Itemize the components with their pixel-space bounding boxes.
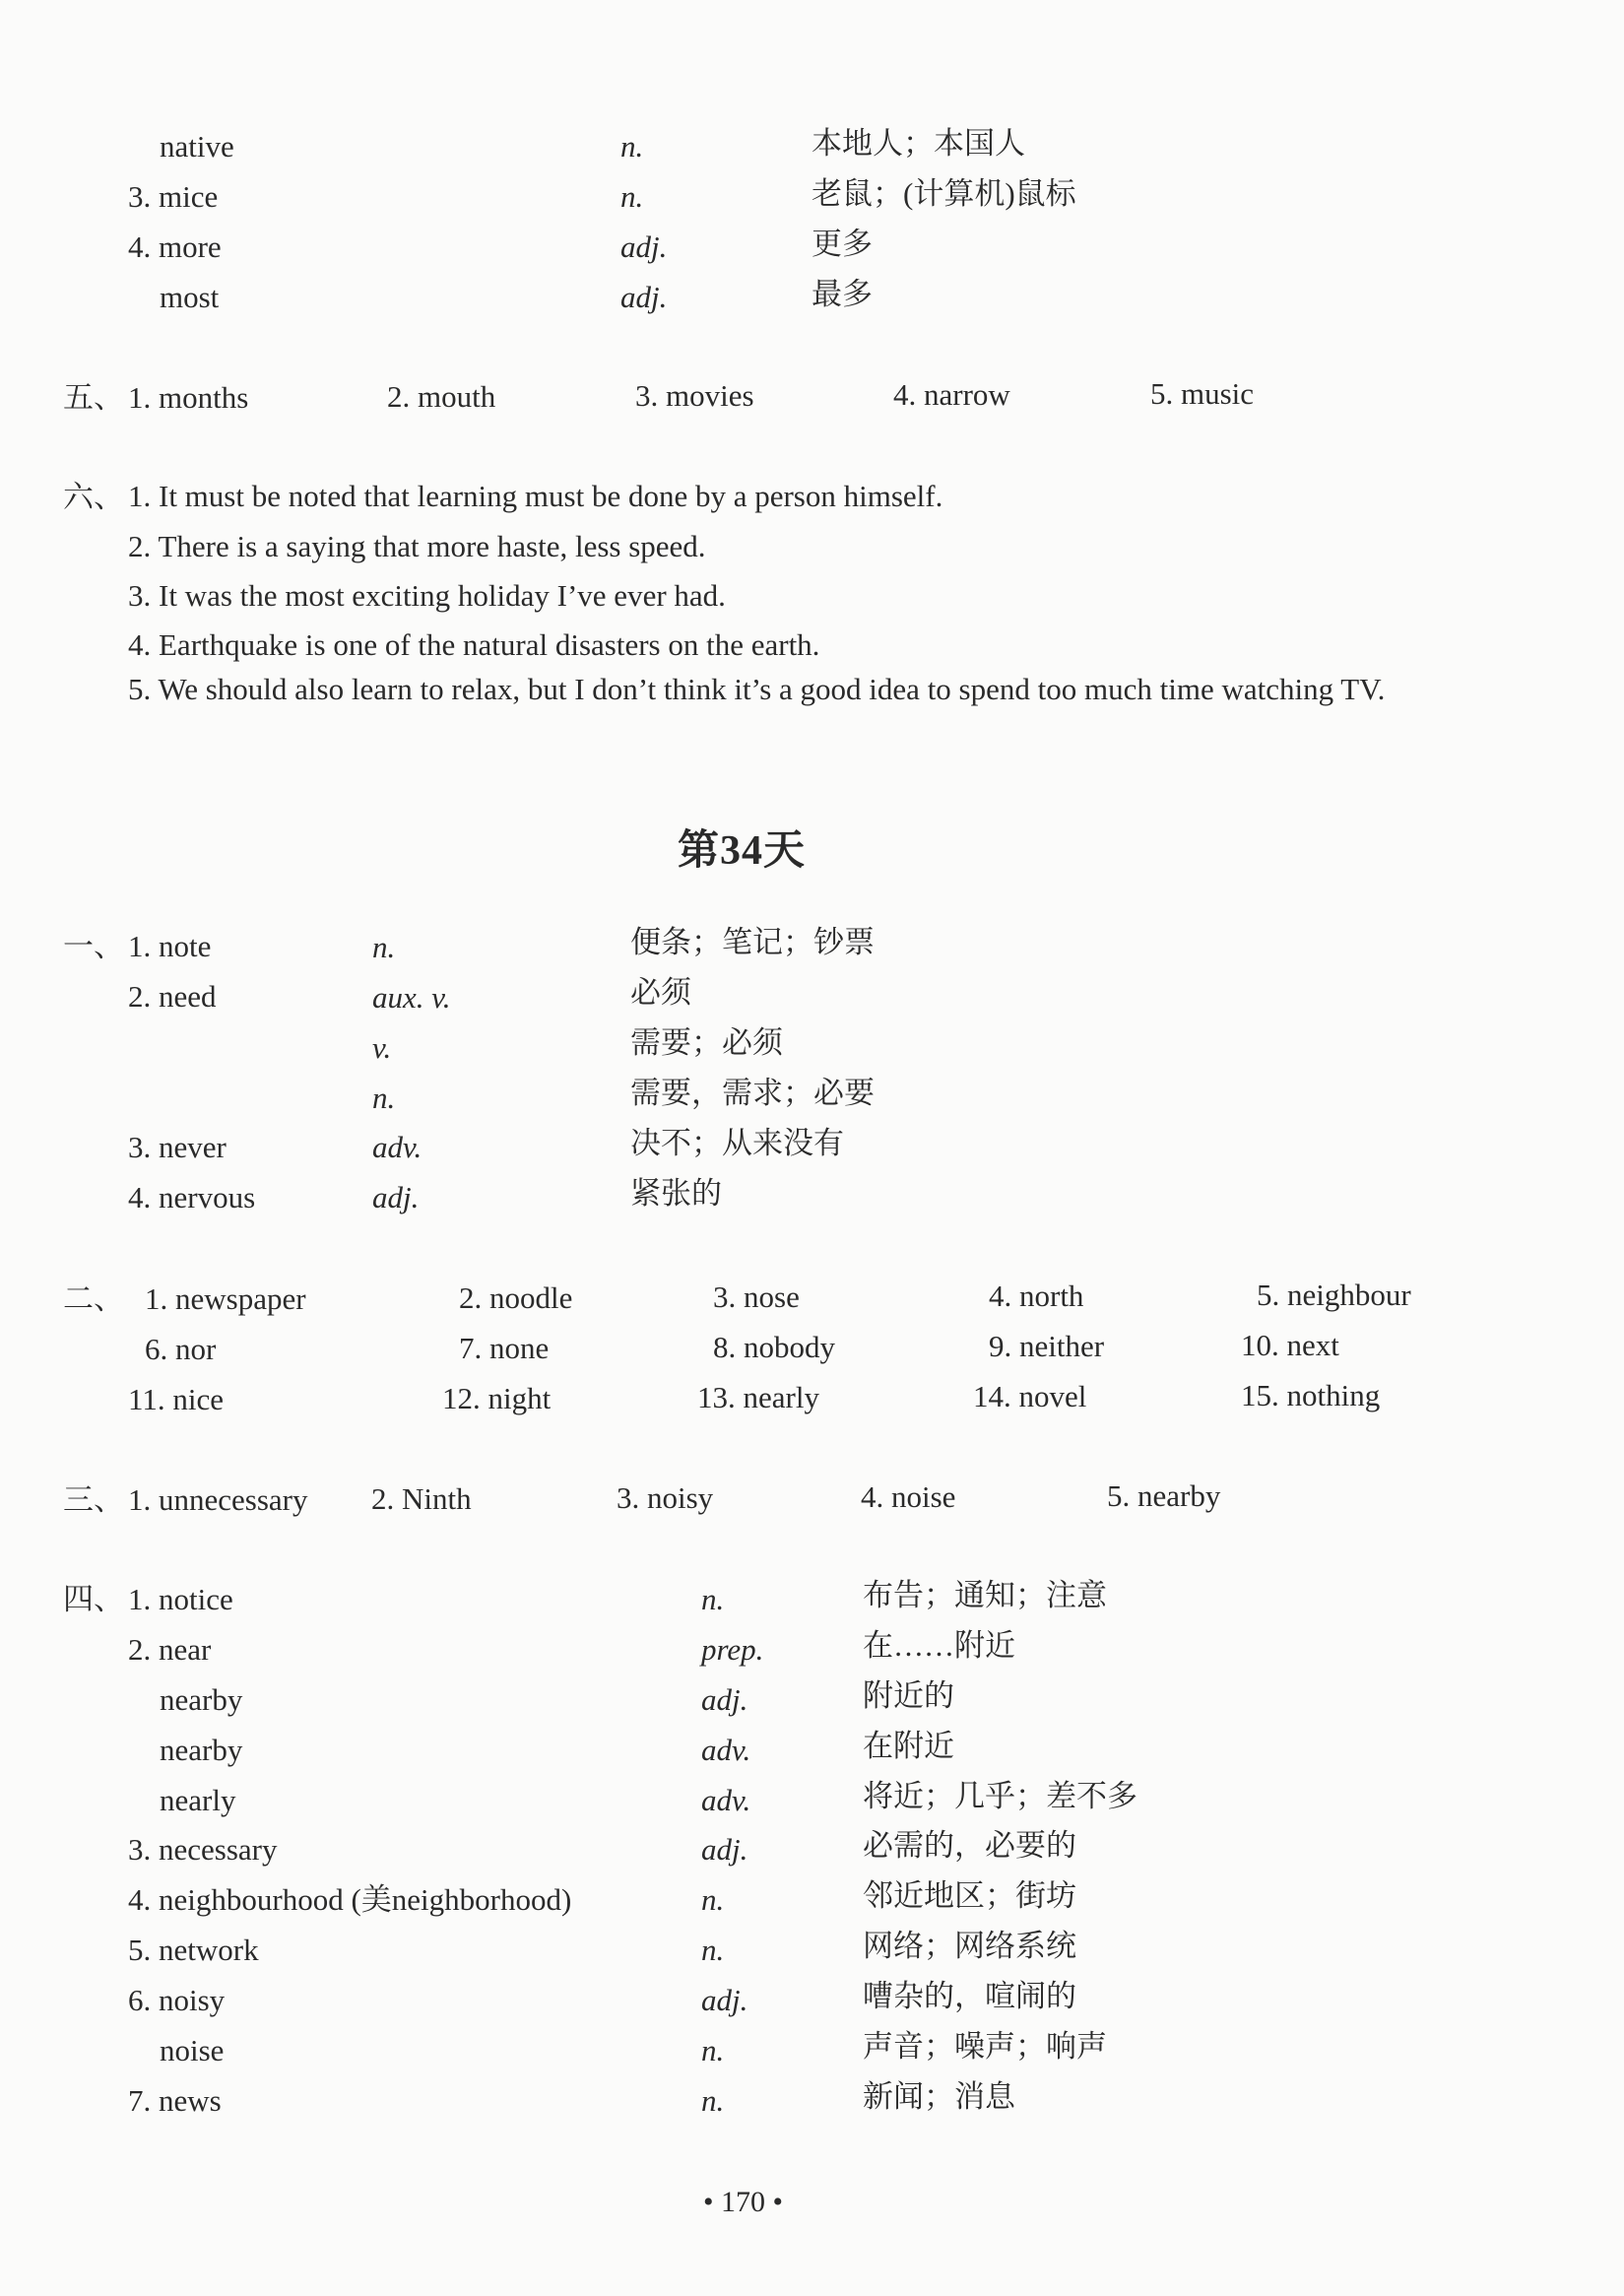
vocab-meaning: 邻近地区；街坊 xyxy=(863,1878,1076,1913)
day-title: 第34天 xyxy=(678,828,807,874)
section-marker: 二、 xyxy=(63,1281,124,1316)
answer-item: 8. nobody xyxy=(713,1330,835,1364)
vocab-meaning: 更多 xyxy=(812,227,873,261)
vocab-meaning: 新闻；消息 xyxy=(863,2079,1015,2114)
answer-item: 6. nor xyxy=(145,1332,217,1366)
answer-item: 1. unnecessary xyxy=(128,1482,308,1517)
vocab-word: nearby xyxy=(160,1733,243,1767)
answer-item: 4. north xyxy=(989,1279,1084,1313)
answer-item: 13. nearly xyxy=(697,1380,819,1414)
answer-item: 14. novel xyxy=(973,1379,1087,1413)
vocab-pos: adj. xyxy=(701,1682,748,1717)
answer-item: 2. Ninth xyxy=(371,1481,472,1516)
vocab-meaning: 老鼠；(计算机)鼠标 xyxy=(812,176,1076,211)
vocab-pos: n. xyxy=(701,1582,725,1616)
vocab-word: 3. necessary xyxy=(128,1832,278,1867)
vocab-pos: n. xyxy=(620,179,644,214)
vocab-pos: n. xyxy=(620,129,644,164)
answer-item: 11. nice xyxy=(128,1382,224,1416)
answer-item: 1. newspaper xyxy=(145,1281,306,1316)
vocab-pos: n. xyxy=(701,1933,725,1967)
vocab-word: 3. mice xyxy=(128,179,219,214)
vocab-meaning: 本地人；本国人 xyxy=(812,126,1025,161)
vocab-word: 5. network xyxy=(128,1933,259,1967)
vocab-pos: adj. xyxy=(701,1983,748,2017)
vocab-word: 7. news xyxy=(128,2083,222,2118)
vocab-pos: n. xyxy=(372,930,396,964)
sentence: 2. There is a saying that more haste, less speed. xyxy=(128,529,706,563)
vocab-pos: adv. xyxy=(701,1733,751,1767)
vocab-word: 6. noisy xyxy=(128,1983,226,2017)
vocab-pos: n. xyxy=(701,1882,725,1917)
vocab-word: 2. need xyxy=(128,979,217,1014)
vocab-pos: n. xyxy=(701,2033,725,2067)
vocab-pos: adj. xyxy=(372,1180,420,1214)
vocab-word: 2. near xyxy=(128,1632,212,1667)
vocab-word: 1. notice xyxy=(128,1582,233,1616)
sentence-wrapped: 5. We should also learn to relax, but I don’t think it’s a good idea to spend too much time watching TV. xyxy=(128,672,1386,706)
answer-item: 2. noodle xyxy=(459,1280,573,1315)
answer-item: 1. months xyxy=(128,380,249,415)
vocab-pos: prep. xyxy=(701,1632,764,1667)
sentence: 3. It was the most exciting holiday I’ve ever had. xyxy=(128,578,726,613)
sentence: 4. Earthquake is one of the natural disasters on the earth. xyxy=(128,627,820,662)
vocab-meaning: 声音；噪声；响声 xyxy=(863,2029,1107,2064)
vocab-word: most xyxy=(160,280,220,314)
vocab-meaning: 便条；笔记；钞票 xyxy=(630,925,875,959)
vocab-pos: aux. v. xyxy=(372,980,451,1015)
page-number: • 170 • xyxy=(703,2186,784,2218)
vocab-pos: n. xyxy=(701,2083,725,2118)
answer-item: 15. nothing xyxy=(1241,1378,1381,1412)
section-marker: 六、 xyxy=(63,480,124,514)
vocab-word: 4. more xyxy=(128,230,222,264)
vocab-pos: adv. xyxy=(701,1783,751,1817)
answer-item: 9. neither xyxy=(989,1329,1105,1363)
section-marker: 一、 xyxy=(63,929,124,963)
vocab-meaning: 需要，需求；必要 xyxy=(630,1076,875,1110)
answer-item: 3. nose xyxy=(713,1279,800,1314)
vocab-word: nearly xyxy=(160,1783,236,1817)
vocab-pos: adj. xyxy=(701,1832,748,1867)
vocab-meaning: 附近的 xyxy=(863,1678,954,1713)
section-marker: 四、 xyxy=(63,1582,124,1616)
vocab-pos: adj. xyxy=(620,230,668,264)
vocab-meaning: 紧张的 xyxy=(630,1176,722,1211)
vocab-meaning: 需要；必须 xyxy=(630,1025,783,1060)
answer-item: 4. noise xyxy=(861,1479,956,1514)
vocab-meaning: 在……附近 xyxy=(863,1628,1015,1663)
vocab-meaning: 最多 xyxy=(812,277,873,311)
vocab-meaning: 布告；通知；注意 xyxy=(863,1578,1107,1612)
sentence: 1. It must be noted that learning must be done by a person himself. xyxy=(128,479,943,513)
answer-item: 12. night xyxy=(442,1381,552,1415)
answer-item: 3. movies xyxy=(635,378,754,413)
vocab-meaning: 将近；几乎；差不多 xyxy=(863,1779,1137,1813)
vocab-meaning: 必需的，必要的 xyxy=(863,1828,1076,1863)
answer-item: 5. neighbour xyxy=(1257,1278,1411,1312)
answer-item: 3. noisy xyxy=(617,1480,714,1515)
vocab-word: 1. note xyxy=(128,929,212,963)
vocab-meaning: 嘈杂的，喧闹的 xyxy=(863,1979,1076,2013)
answer-item: 2. mouth xyxy=(387,379,496,414)
vocab-word: 3. never xyxy=(128,1130,227,1164)
answer-item: 5. nearby xyxy=(1107,1478,1221,1513)
vocab-pos: adj. xyxy=(620,280,668,314)
section-marker: 三、 xyxy=(63,1482,124,1517)
vocab-meaning: 必须 xyxy=(630,975,691,1010)
vocab-meaning: 决不；从来没有 xyxy=(630,1126,844,1160)
vocab-meaning: 在附近 xyxy=(863,1729,954,1763)
vocab-word: noise xyxy=(160,2033,225,2067)
answer-item: 4. narrow xyxy=(893,377,1010,412)
vocab-pos: adv. xyxy=(372,1130,422,1164)
vocab-pos: v. xyxy=(372,1030,392,1065)
vocab-meaning: 网络；网络系统 xyxy=(863,1929,1076,1963)
vocab-word: 4. nervous xyxy=(128,1180,256,1214)
answer-item: 5. music xyxy=(1150,376,1255,411)
vocab-word: 4. neighbourhood (美neighborhood) xyxy=(128,1882,572,1917)
vocab-word: nearby xyxy=(160,1682,243,1717)
vocab-word: native xyxy=(160,129,234,164)
vocab-pos: n. xyxy=(372,1081,396,1115)
section-marker: 五、 xyxy=(63,380,124,415)
answer-item: 7. none xyxy=(459,1331,550,1365)
answer-item: 10. next xyxy=(1241,1328,1339,1362)
